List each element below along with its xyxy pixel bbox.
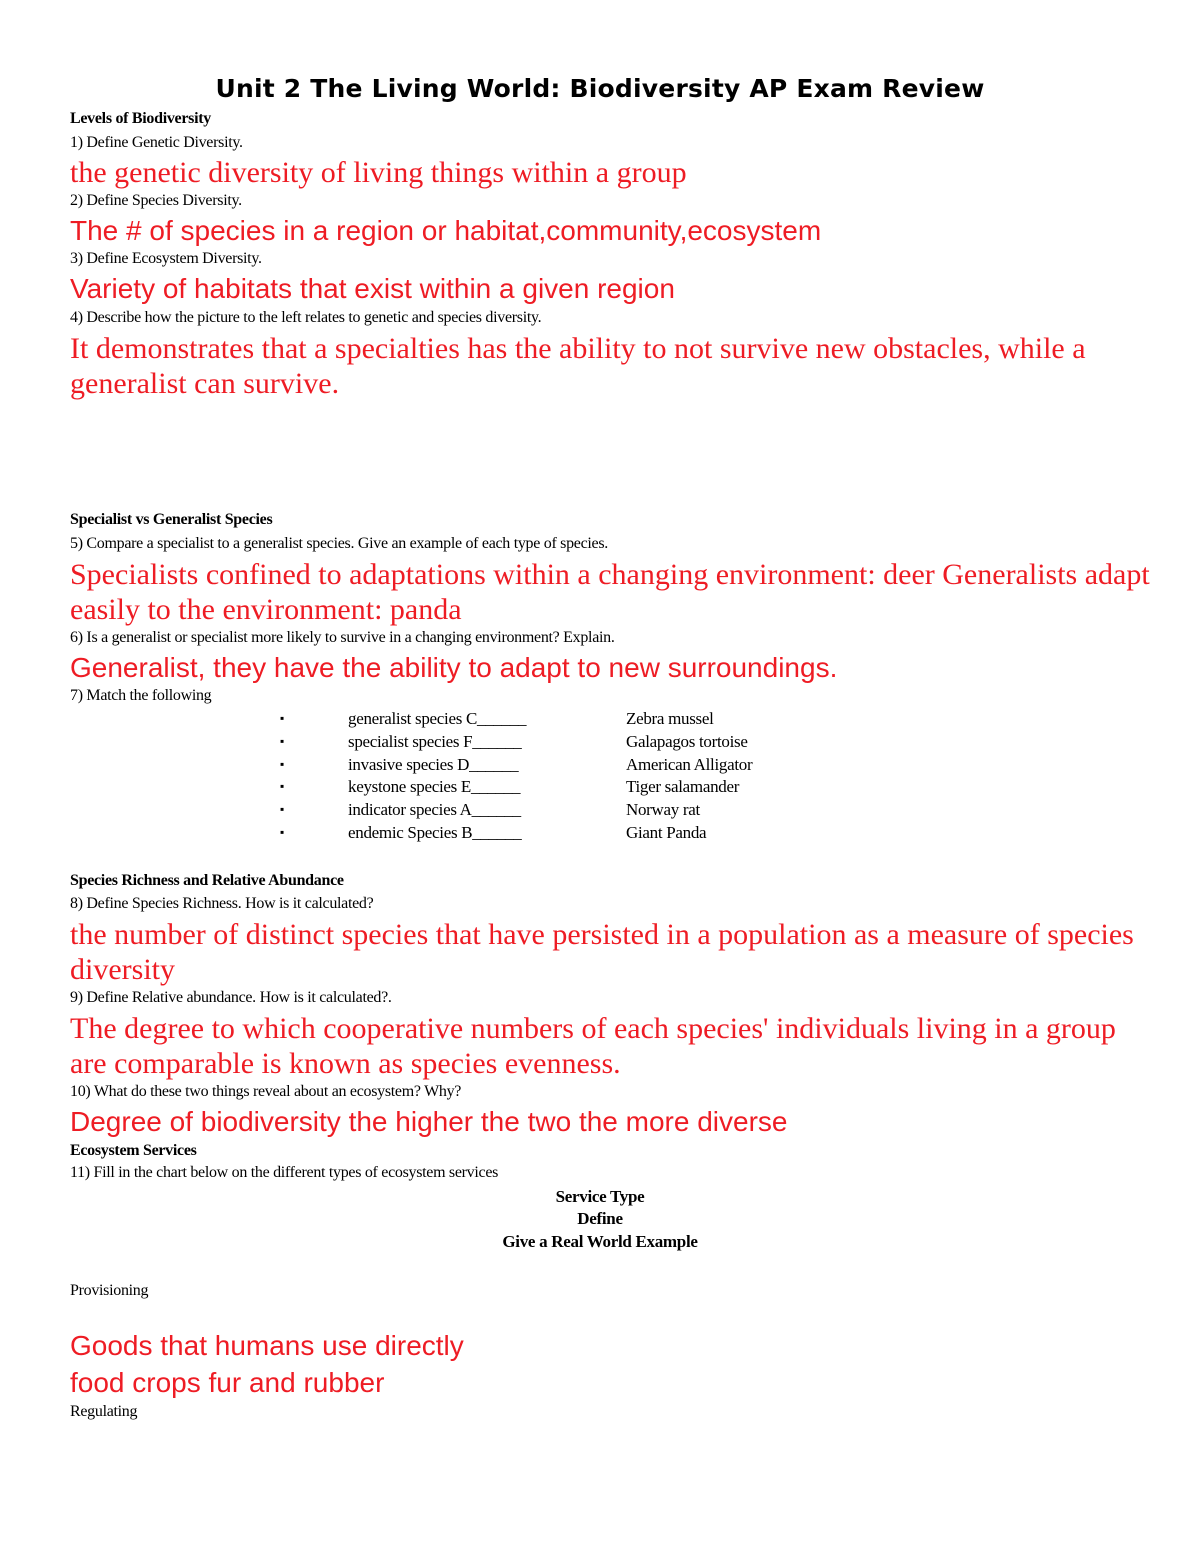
provisioning-definition: Goods that humans use directly [70,1330,464,1361]
question-9: 9) Define Relative abundance. How is it calculated?. [70,989,392,1006]
question-1: 1) Define Genetic Diversity. [70,134,243,151]
question-8: 8) Define Species Richness. How is it calculated? [70,895,374,912]
bullet-icon: ▪ [280,825,285,839]
answer-6: Generalist, they have the ability to adapt to new surroundings. [70,652,838,683]
question-5: 5) Compare a specialist to a generalist species. Give an example of each type of species. [70,535,608,552]
answer-2: The # of species in a region or habitat,community,ecosystem [70,215,822,246]
answer-5: Specialists confined to adaptations within a changing environment: deer Generalists adapt easily to the environment: panda [70,558,1150,626]
match-example-5: Norway rat [626,800,700,819]
chart-column-example: Give a Real World Example [502,1232,698,1251]
answer-1: the genetic diversity of living things within a group [70,156,687,189]
service-provisioning: Provisioning [70,1282,149,1299]
answer-9: The degree to which cooperative numbers of each species' individuals living in a group are comparable is known as species evenness. [70,1012,1116,1080]
bullet-icon: ▪ [280,711,285,725]
answer-4: It demonstrates that a specialties has the ability to not survive new obstacles, while a generalist can survive. [70,332,1086,400]
answer-3: Variety of habitats that exist within a given region [70,273,675,304]
match-example-2: Galapagos tortoise [626,732,748,751]
question-4: 4) Describe how the picture to the left relates to genetic and species diversity. [70,309,542,326]
question-6: 6) Is a generalist or specialist more likely to survive in a changing environment? Explain. [70,629,615,646]
match-term-3: invasive species D______ [348,755,519,774]
match-term-6: endemic Species B______ [348,823,522,842]
match-term-4: keystone species E______ [348,777,521,796]
bullet-icon: ▪ [280,757,285,771]
section-heading-richness: Species Richness and Relative Abundance [70,872,344,889]
match-example-1: Zebra mussel [626,709,714,728]
bullet-icon: ▪ [280,802,285,816]
section-heading-specialist: Specialist vs Generalist Species [70,511,273,528]
match-example-6: Giant Panda [626,823,707,842]
provisioning-example: food crops fur and rubber [70,1367,385,1398]
bullet-icon: ▪ [280,779,285,793]
section-heading-services: Ecosystem Services [70,1142,197,1159]
chart-column-service-type: Service Type [555,1187,645,1206]
question-3: 3) Define Ecosystem Diversity. [70,250,262,267]
chart-column-define: Define [577,1209,623,1228]
match-term-5: indicator species A______ [348,800,521,819]
match-term-2: specialist species F______ [348,732,522,751]
question-11: 11) Fill in the chart below on the different types of ecosystem services [70,1164,499,1181]
section-heading-levels: Levels of Biodiversity [70,110,211,127]
bullet-icon: ▪ [280,734,285,748]
match-example-3: American Alligator [626,755,753,774]
match-term-1: generalist species C______ [348,709,527,728]
answer-10: Degree of biodiversity the higher the two the more diverse [70,1106,788,1137]
match-example-4: Tiger salamander [626,777,740,796]
question-10: 10) What do these two things reveal about an ecosystem? Why? [70,1083,462,1100]
answer-8: the number of distinct species that have persisted in a population as a measure of species diversity [70,918,1134,986]
service-regulating: Regulating [70,1403,138,1420]
question-7: 7) Match the following [70,687,212,704]
page-title: Unit 2 The Living World: Biodiversity AP Exam Review [215,74,985,103]
question-2: 2) Define Species Diversity. [70,192,242,209]
